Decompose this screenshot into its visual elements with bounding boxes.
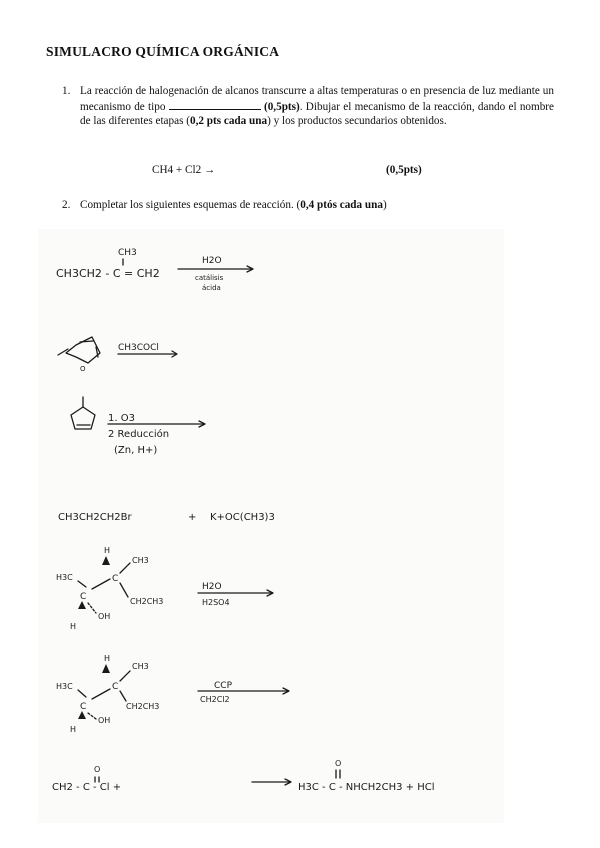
r5-wedge-bottom [78, 601, 86, 609]
r2-double-bond-1 [80, 341, 93, 342]
r6-c-left: C [80, 702, 87, 712]
question-1-points-b: 0,2 pts cada una [189, 115, 268, 127]
r5-ch3-right: CH3 [132, 556, 149, 565]
r6-wedge-top [102, 664, 110, 673]
reaction-scheme-drawing [38, 229, 504, 823]
r6-ch3-right: CH3 [132, 662, 149, 671]
question-1-points-a: (0,5pts) [263, 100, 300, 113]
r5-bond-ethyl [120, 583, 128, 597]
r1-condition-2: ácida [202, 284, 221, 292]
question-1-number: 1. [62, 85, 71, 97]
r3-step-1: 1. O3 [108, 413, 135, 424]
question-1-equation: CH4 + Cl2 → [152, 164, 216, 176]
question-2-text-b: ) [382, 199, 387, 211]
r4-reactant-2: K+OC(CH3)3 [210, 512, 275, 523]
r4-reactant-1: CH3CH2CH2Br [58, 512, 132, 523]
r6-reagent: CCP [214, 681, 232, 691]
r5-wedge-top [102, 556, 110, 565]
r5-bond-ch3 [120, 563, 130, 573]
r6-h-bottom: H [70, 725, 77, 734]
reaction-1 [56, 248, 253, 292]
r5-c-left: C [80, 592, 87, 602]
page-title: SIMULACRO QUÍMICA ORGÁNICA [46, 44, 280, 59]
r1-branch: CH3 [118, 248, 137, 258]
r1-reagent: H2O [202, 256, 222, 266]
r5-catalyst: H2SO4 [202, 598, 230, 607]
r6-dash-bond [88, 713, 96, 719]
r7-o-right: O [335, 759, 342, 768]
r3-cyclopentene-ring [71, 407, 95, 429]
r3-step-2: 2 Reducción [108, 429, 170, 440]
r5-h3c-left: H3C [56, 573, 73, 582]
question-2-points: 0,4 ptós cada una [300, 199, 383, 211]
r6-h-top: H [104, 654, 111, 663]
r6-bond-ch3 [120, 671, 130, 681]
question-1-text-a: La reacción de halogenación de alcanos transcurre a altas temperaturas o en presencia de luz mediante un mecanismo de tipo [80, 85, 554, 113]
question-1 [62, 84, 554, 129]
reaction-3 [71, 397, 205, 456]
r5-dash-bond [88, 603, 96, 613]
r6-bond-ethyl [120, 691, 126, 701]
reaction-2 [58, 337, 177, 373]
r7-reactant: CH2 - C - Cl + [52, 782, 122, 793]
r5-bond-cc [92, 579, 110, 589]
r6-wedge-bottom [78, 711, 86, 719]
r5-bond-h3c [78, 581, 86, 587]
answer-blank[interactable] [169, 99, 261, 110]
reaction-5 [56, 546, 273, 631]
r1-chain: CH3CH2 - C = CH2 [56, 267, 160, 280]
r7-o-left: O [94, 765, 101, 774]
question-2 [62, 198, 387, 213]
r6-ethyl: CH2CH3 [126, 702, 160, 711]
r1-condition-1: catálisis [195, 274, 224, 282]
question-1-text-b: . Dibujar el mecanismo de la reacción, dando el nombre de las diferentes etapas ( [80, 100, 555, 127]
r6-oh: OH [98, 716, 111, 725]
r2-reagent: CH3COCl [118, 343, 159, 353]
reaction-7 [52, 759, 435, 793]
r6-bond-h3c [78, 690, 86, 697]
r2-ring-oxygen: O [80, 365, 86, 373]
r4-plus: + [188, 512, 197, 523]
reaction-6 [56, 654, 289, 734]
r5-h-top: H [104, 546, 111, 555]
r5-oh: OH [98, 612, 111, 621]
r6-c-right: C [112, 682, 119, 692]
question-1-text-c: ) y los productos secundarios obtenidos. [267, 115, 447, 127]
r6-bond-cc [92, 689, 110, 699]
r6-solvent: CH2Cl2 [200, 695, 230, 704]
r5-h-bottom: H [70, 622, 77, 631]
question-2-number: 2. [62, 199, 71, 211]
handwritten-reactions [38, 229, 504, 823]
r7-product: H3C - C - NHCH2CH3 + HCl [298, 782, 435, 793]
r6-h3c-left: H3C [56, 682, 73, 691]
question-1-text [80, 84, 554, 129]
r5-ethyl: CH2CH3 [130, 597, 164, 606]
question-1-equation-points: (0,5pts) [386, 164, 422, 176]
reaction-4 [58, 512, 275, 523]
r3-step-3: (Zn, H+) [114, 445, 158, 456]
r5-c-right: C [112, 574, 119, 584]
r5-reagent: H2O [202, 582, 222, 592]
r2-furan-ring [66, 337, 100, 363]
question-2-text-a: Completar los siguientes esquemas de reacción. ( [80, 199, 301, 211]
